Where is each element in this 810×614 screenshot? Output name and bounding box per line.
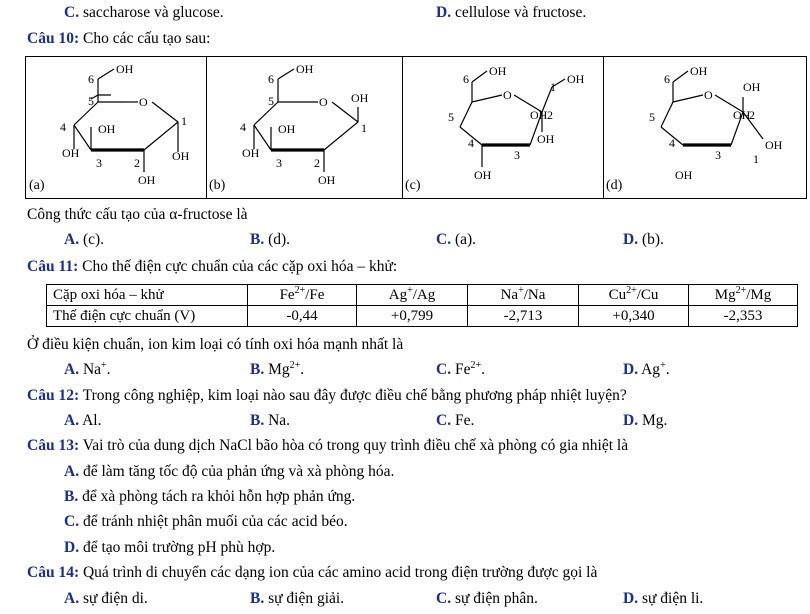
q11-option-d[interactable]: D. Ag+. [623,359,670,378]
svg-text:OH: OH [474,168,492,182]
q9-option-d[interactable] [436,4,586,22]
svg-text:OH: OH [690,64,708,78]
q13-option-b[interactable]: B. để xà phòng tách ra khỏi hỗn hợp phản ứng. [64,488,356,505]
svg-text:OH: OH [138,173,156,187]
svg-text:O: O [503,88,512,102]
svg-text:OH: OH [537,132,555,146]
value-cell: -0,44 [248,306,357,327]
svg-text:OH: OH [733,108,751,122]
q10-option-c[interactable]: C. (a). [436,231,477,248]
svg-text:5: 5 [448,110,454,124]
q13-option-c[interactable]: C. để tránh nhiệt phân muối của các acid béo. [64,513,348,530]
svg-text:4: 4 [240,120,246,134]
structure-label: (b) [209,178,226,193]
q13-stem [27,437,628,455]
q13-option-d[interactable]: D. để tạo môi trường pH phù hợp. [64,539,276,556]
svg-text:5: 5 [268,94,274,108]
question-text: Cho thế điện cực chuẩn của các cặp oxi hóa – khử: [82,258,398,275]
structure-b[interactable] [206,57,403,198]
q9-option-c[interactable] [64,4,224,22]
couple-cell: $Cu^{2+}/Cu$ [579,285,689,306]
structure-label: (d) [606,178,623,193]
svg-text:2: 2 [547,108,553,122]
couple-cell: Ag+/Ag [357,285,468,306]
svg-text:OH: OH [530,108,548,122]
option-text: saccharose và glucose. [82,4,224,21]
pyranose-ring-a [26,57,206,198]
svg-text:3: 3 [715,148,721,162]
svg-text:OH: OH [675,168,693,182]
svg-text:5: 5 [88,94,94,108]
structure-c[interactable] [402,57,604,198]
q11-option-b[interactable]: B. $Mg^{2+}$. [250,359,305,378]
potential-table [46,284,798,327]
value-cell: +0,799 [357,306,468,327]
furanose-ring-c [402,57,603,198]
q12-stem [27,387,627,405]
svg-text:4: 4 [60,120,66,134]
value-cell: +0,340 [579,306,689,327]
q10-option-d[interactable]: D. (b). [623,231,664,248]
question-number: Câu 13: [27,437,80,454]
couple-cell: $Fe^{2+}/Fe$ [248,285,357,306]
svg-text:1: 1 [550,80,556,94]
svg-text:OH: OH [278,122,296,136]
structures-frame [25,56,807,199]
question-text: Quá trình di chuyển các dạng ion của các amino acid trong điện trường được gọi là [82,564,598,581]
q12-option-a[interactable]: A. Al. [64,412,102,429]
structure-label: (c) [405,178,421,193]
q11-option-a[interactable]: A. Na+. [64,359,111,378]
q10-option-a[interactable]: A. (c). [64,231,105,248]
q14-option-c[interactable]: C. sự điện phân. [436,590,538,607]
svg-text:OH: OH [743,80,761,94]
svg-text:2: 2 [314,156,320,170]
svg-text:OH: OH [351,91,369,105]
svg-text:6: 6 [88,72,94,86]
svg-text:3: 3 [96,156,102,170]
q11-stem [27,258,397,276]
question-text: Cho các cấu tạo sau: [82,30,211,47]
svg-text:OH: OH [296,62,314,76]
svg-text:1: 1 [181,114,187,128]
q12-option-c[interactable]: C. Fe. [436,412,475,429]
q14-option-b[interactable]: B. sự điện giải. [250,590,345,607]
q12-option-d[interactable]: D. Mg. [623,412,668,429]
structure-label: (a) [29,178,45,193]
svg-text:6: 6 [664,72,670,86]
svg-text:6: 6 [268,72,274,86]
question-number: Câu 14: [27,564,80,581]
question-text: Trong công nghiệp, kim loại nào sau đây được điều chế bằng phương pháp nhiệt luyện? [82,387,627,404]
question-number: Câu 10: [27,30,80,47]
svg-text:OH: OH [172,149,190,163]
structure-d[interactable] [603,57,806,198]
svg-text:1: 1 [361,121,367,135]
q10-stem [27,30,210,48]
table-header-cell: Cặp oxi hóa – khử [47,285,248,306]
svg-text:OH: OH [242,146,260,160]
oh-6: OH [116,62,134,76]
pyranose-ring-b [206,57,402,198]
svg-text:O: O [319,95,328,109]
q11-prompt: Ở điều kiện chuẩn, ion kim loại có tính oxi hóa mạnh nhất là [27,336,404,353]
svg-text:3: 3 [514,148,520,162]
value-cell: -2,713 [468,306,579,327]
question-number: Câu 11: [27,258,79,275]
q14-option-d[interactable]: D. sự điện li. [623,590,704,607]
structure-a[interactable] [26,57,207,198]
row-label-cell: Thế điện cực chuẩn (V) [47,306,248,327]
q13-option-a[interactable]: A. để làm tăng tốc độ của phản ứng và xà phòng hóa. [64,463,395,480]
question-number: Câu 12: [27,387,80,404]
q10-option-b[interactable]: B. (d). [250,231,291,248]
svg-text:5: 5 [649,110,655,124]
q10-prompt: Công thức cấu tạo của α-fructose là [27,206,248,223]
svg-text:6: 6 [463,72,469,86]
svg-text:2: 2 [749,108,755,122]
svg-text:OH: OH [318,173,336,187]
value-cell: -2,353 [689,306,798,327]
svg-text:OH: OH [62,146,80,160]
couple-cell: $Mg^{2+}/Mg$ [689,285,798,306]
q11-option-c[interactable]: C. $Fe^{2+}$. [436,359,485,378]
svg-text:O: O [704,88,713,102]
option-label: C. [64,4,80,21]
svg-text:4: 4 [669,136,675,150]
svg-text:O: O [139,95,148,109]
q14-stem [27,564,597,582]
table-row [47,285,798,306]
svg-text:OH: OH [489,64,507,78]
option-label: D. [436,4,452,21]
svg-text:4: 4 [468,136,474,150]
q14-option-a[interactable]: A. sự điện di. [64,590,148,607]
svg-text:2: 2 [134,156,140,170]
svg-text:OH: OH [567,72,585,86]
svg-text:OH: OH [765,138,783,152]
table-row [47,306,798,327]
option-text: cellulose và fructose. [454,4,587,21]
svg-text:3: 3 [276,156,282,170]
svg-text:1: 1 [753,152,759,166]
q12-option-b[interactable]: B. Na. [250,412,291,429]
furanose-ring-d [603,57,806,198]
question-text: Vai trò của dung dịch NaCl bão hòa có trong quy trình điều chế xà phòng có gia nhiệt là [82,437,629,454]
couple-cell: Na+/Na [468,285,579,306]
svg-text:OH: OH [98,122,116,136]
